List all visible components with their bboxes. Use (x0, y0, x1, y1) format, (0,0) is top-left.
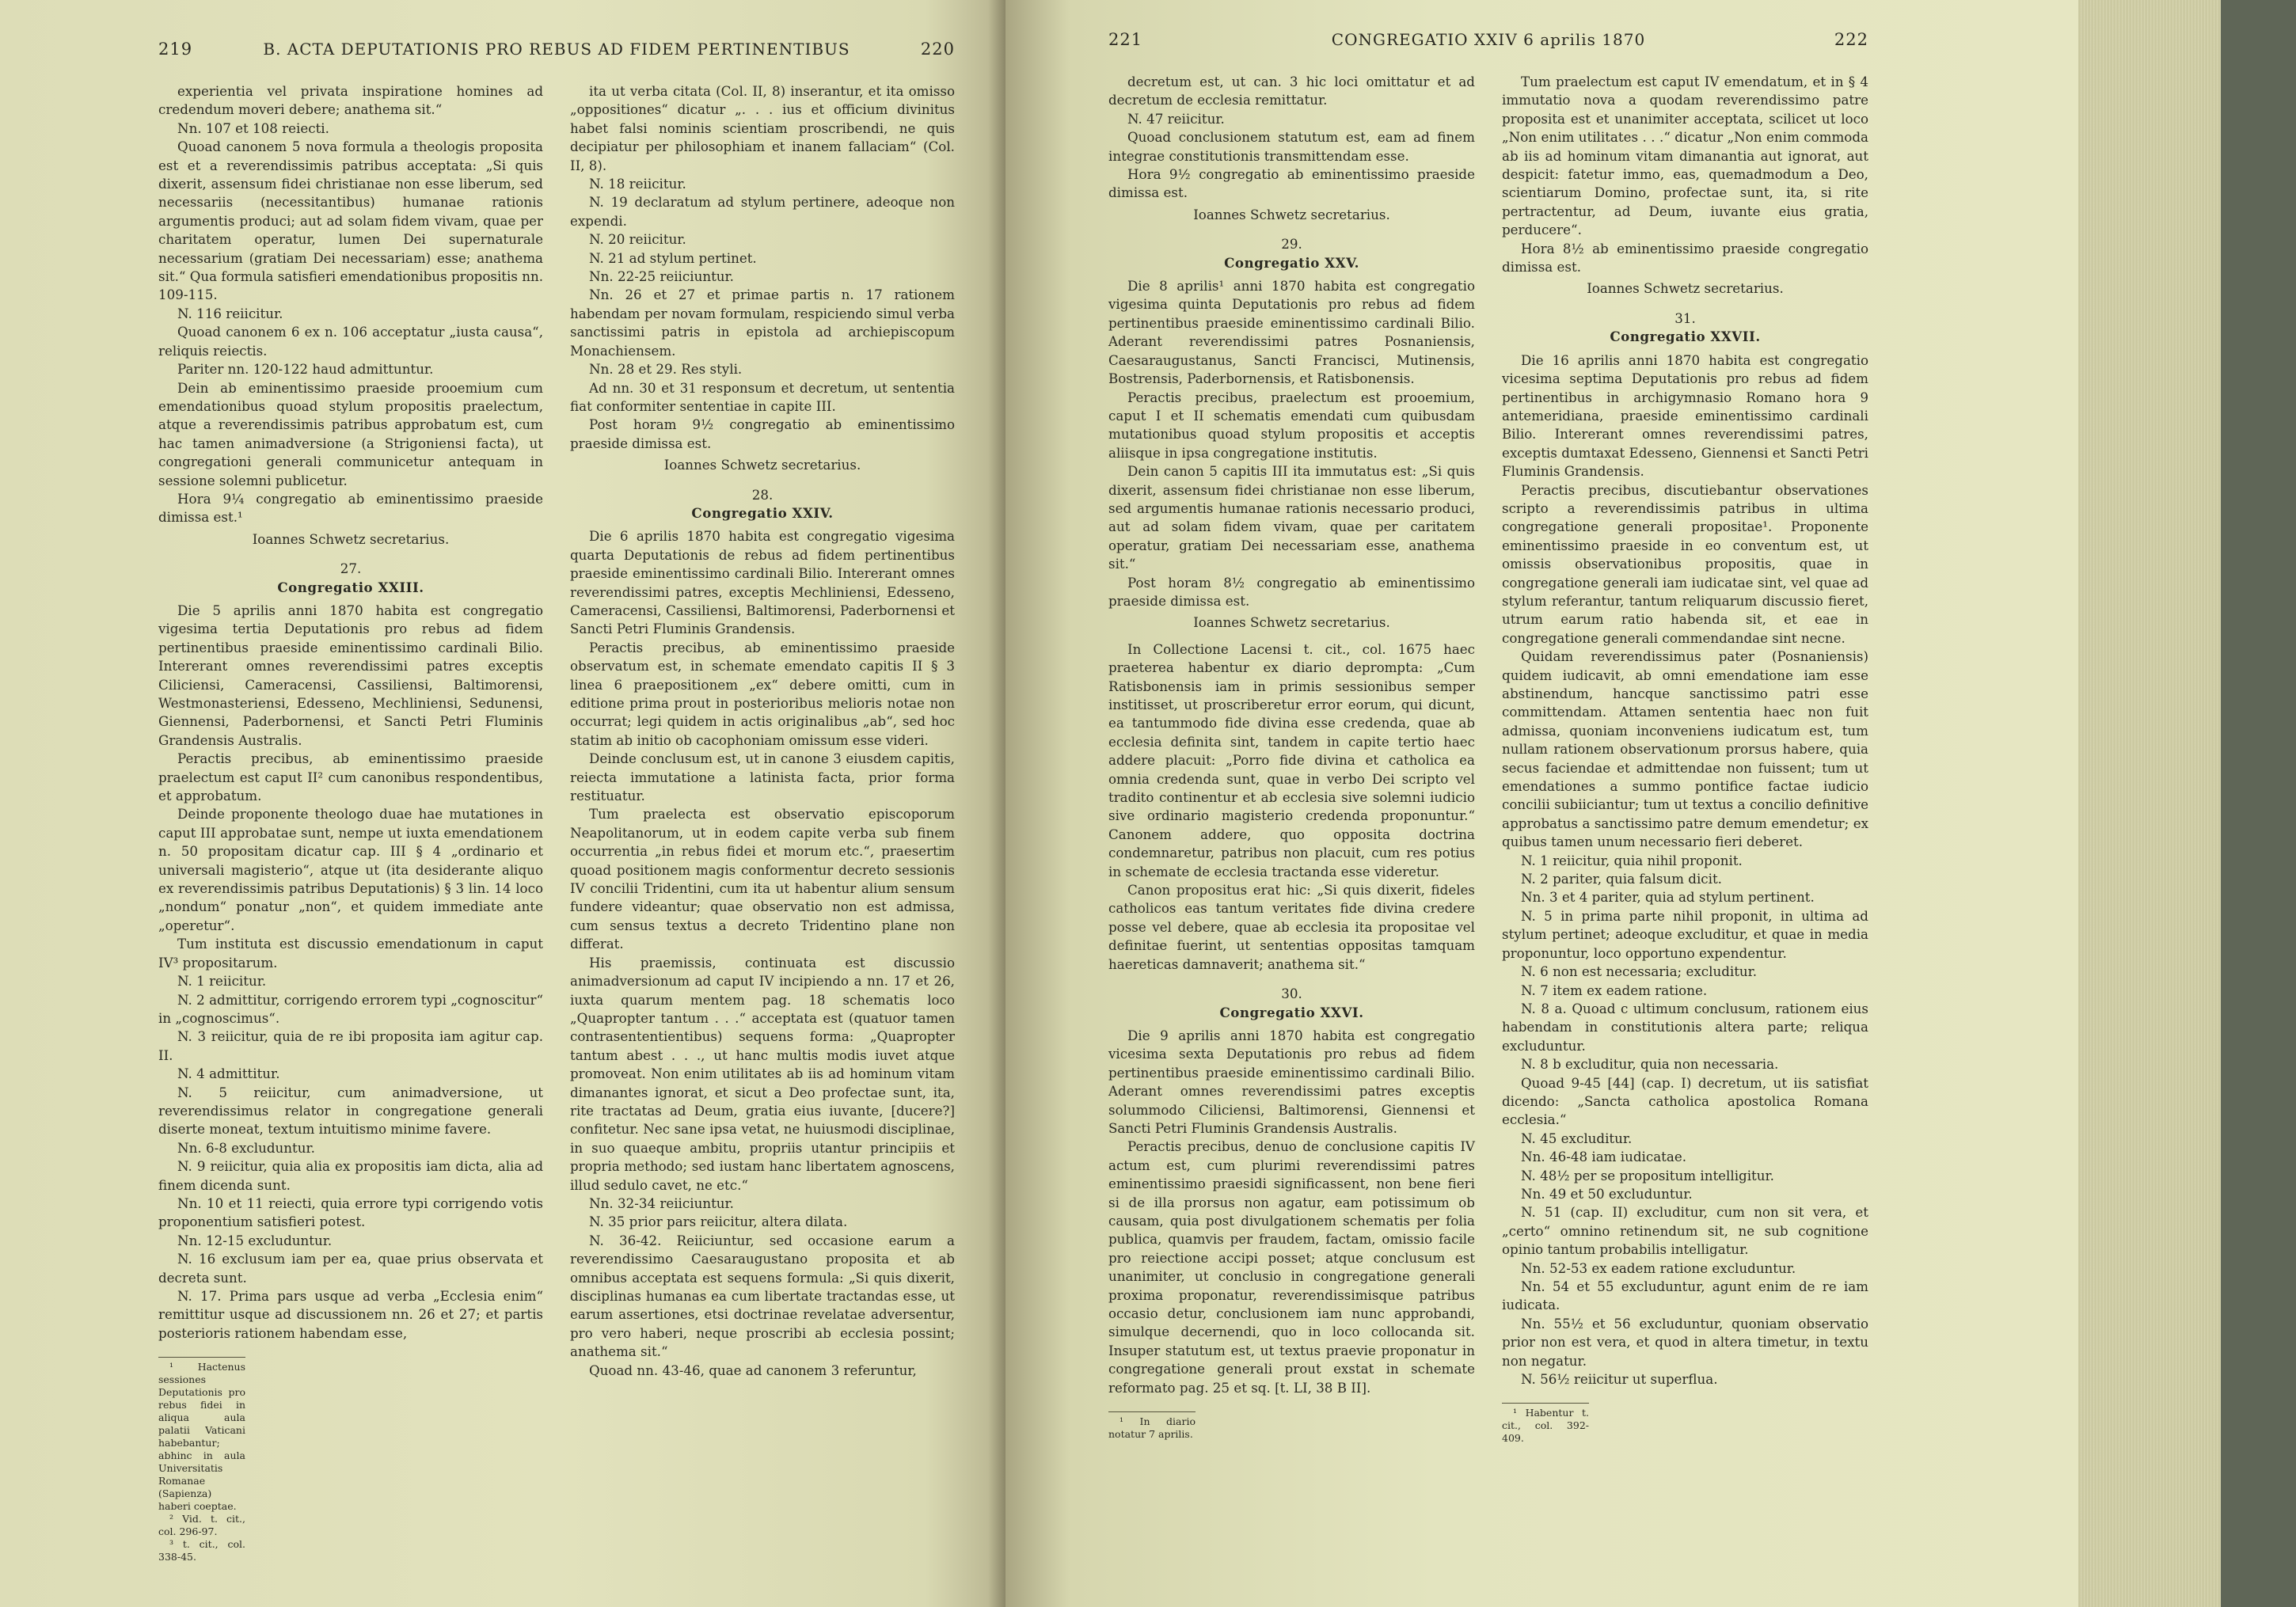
running-head-title: B. ACTA DEPUTATIONIS PRO REBUS AD FIDEM PERTINENTIBUS (263, 40, 850, 59)
footnote: ¹ Habentur t. cit., col. 392-409. (1502, 1407, 1589, 1445)
paragraph: N. 9 reiicitur, quia alia ex propositis iam dicta, alia ad finem dicenda sunt. (158, 1158, 543, 1193)
paragraph: Nn. 12-15 excluduntur. (177, 1232, 333, 1248)
page-edges (2078, 0, 2221, 1607)
paragraph: N. 4 admittitur. (177, 1066, 280, 1082)
paragraph: His praemissis, continuata est discussio animadversionum ad caput IV incipiendo a nn. 17 et 26, iuxta quarum mentem pag. 18 schematis loco „Quapropter tantum . . .“ acceptata est (quatuor tamen contrasententientibus) sequens forma: „Quapropter tantum abest . . ., ut hanc multis modis iuvet atque promoveat. Non enim utilitates ab iis ad hominum vitam dimanantes ignorat, et sicut a Deo profectae sunt, ita, rite tractatas ad Deum, gratia eius iuvante, [ducere?] confitetur. Nec sane ipsa vetat, ne huiusmodi disciplinae, in suo quaeque ambitu, propriis utantur principiis et propria methodo; sed iustam hanc libertatem agnoscens, illud sedulo cavet, ne etc.“ (570, 954, 955, 1193)
paragraph: Quoad conclusionem statutum est, eam ad finem integrae constitutionis transmittendam esse. (1108, 129, 1475, 164)
paragraph: Peractis precibus, ab eminentissimo praeside praelectum est caput II² cum canonibus respondentibus, et approbatum. (158, 750, 543, 804)
paragraph: Quoad 9-45 [44] (cap. I) decretum, ut iis satisfiat dicendo: „Sancta catholica apostolica Romana ecclesia.“ (1502, 1074, 1868, 1128)
columns (1108, 73, 1868, 1445)
page-number: 221 (1108, 30, 1143, 49)
section-number: 31. (1674, 310, 1696, 326)
paragraph: experientia vel privata inspiratione homines ad credendum moveri debere; anathema sit.“ (158, 83, 543, 118)
paragraph: N. 19 declaratum ad stylum pertinere, adeoque non expendi. (570, 194, 955, 229)
paragraph: Die 6 aprilis 1870 habita est congregatio vigesima quarta Deputationis de rebus ad fidem pertinentibus praeside eminentissimo cardinali Bilio. Intererant omnes reverendissimi patres, exceptis Mechliniensi, Edesseno, Cameracensi, Cassiliensi, Baltimorensi, Paderbornensi et Sancti Petri Fluminis Grandensis. (570, 528, 955, 637)
page-number: 219 (158, 40, 193, 59)
paragraph: N. 17. Prima pars usque ad verba „Ecclesia enim“ remittitur usque ad discussionem nn. 26 et 27; et partis posterioris rationem habendam esse, (158, 1288, 543, 1341)
paragraph: Hora 9¼ congregatio ab eminentissimo praeside dimissa est.¹ (158, 490, 543, 526)
footnotes (1502, 1403, 1589, 1445)
paragraph: N. 20 reiicitur. (589, 231, 686, 248)
paragraph: ita ut verba citata (Col. II, 8) inserantur, et ita omisso „oppositiones“ dicatur „. . . ius et officium divinitus habet falsi nominis scientiam proscribendi, ne quis decipiatur per philosophiam et inanem fallaciam“ (Col. II, 8). (570, 83, 955, 173)
paragraph: N. 56½ reiicitur ut superflua. (1521, 1371, 1718, 1388)
paragraph: Nn. 3 et 4 pariter, quia ad stylum pertinent. (1521, 889, 1815, 906)
footnote: ¹ In diario notatur 7 aprilis. (1108, 1415, 1196, 1441)
paragraph: N. 47 reiicitur. (1127, 110, 1225, 127)
paragraph: Peractis precibus, praelectum est prooemium, caput I et II schematis emendati cum quibusdam mutationibus quoad stylum propositis et acceptis aliisque in ipsa congregatione institutis. (1108, 389, 1475, 461)
section-number: 28. (751, 486, 774, 503)
paragraph: Tum instituta est discussio emendationum in caput IV³ propositarum. (158, 936, 543, 971)
paragraph: Quoad canonem 6 ex n. 106 acceptatur „iusta causa“, reliquis reiectis. (158, 324, 543, 359)
running-head-title: CONGREGATIO XXIV 6 aprilis 1870 (1331, 30, 1646, 49)
footnotes (158, 1357, 245, 1563)
paragraph: Die 16 aprilis anni 1870 habita est congregatio vicesima septima Deputationis pro rebus ad fidem pertinentibus in archigymnasio Romano hora 9 antemeridiana, praeside eminentissimo cardinali Bilio. Intererant omnes reverendissimi patres, exceptis dumtaxat Edesseno, Giennensi et Sancti Petri Fluminis Grandensis. (1502, 351, 1868, 480)
paragraph: N. 3 reiicitur, quia de re ibi proposita iam agitur cap. II. (158, 1028, 543, 1063)
paragraph: Hora 8½ ab eminentissimo praeside congregatio dimissa est. (1502, 240, 1868, 275)
paragraph: Die 5 aprilis anni 1870 habita est congregatio vigesima tertia Deputationis pro rebus ad fidem pertinentibus praeside eminentissimo cardinali Bilio. Intererant omnes reverendissimi patres exceptis Ciliciensi, Cameracensi, Cassiliensi, Baltimorensi, Westmonasteriensi, Edesseno, Mechliniensi, Sedunensi, Giennensi, Paderbornensi, et Sancti Petri Fluminis Grandensis Australis. (158, 602, 543, 748)
paragraph: N. 36-42. Reiiciuntur, sed occasione earum a reverendissimo Caesaraugustano proposita et ab omnibus acceptata est sequens formula: „Si quis dixerit, disciplinas humanas ea cum libertate tractandas esse, ut earum assertiones, etsi doctrinae revelatae adversentur, pro vero haberi, neque proscribi ab ecclesia possint; anathema sit.“ (570, 1232, 955, 1360)
paragraph: N. 18 reiicitur. (589, 176, 686, 192)
right-page (1005, 0, 2078, 1607)
section-number: 29. (1281, 236, 1302, 253)
footnotes (1108, 1411, 1196, 1441)
paragraph: Die 9 aprilis anni 1870 habita est congregatio vicesima sexta Deputationis pro rebus ad fidem pertinentibus praeside eminentissimo cardinali Bilio. Aderant omnes reverendissimi patres exceptis solummodo Ciliciensi, Baltimorensi, Giennensi et Sancti Petri Fluminis Grandensis Australis. (1108, 1027, 1475, 1136)
paragraph: Canon propositus erat hic: „Si quis dixerit, fideles catholicos eas tantum veritates fide divina credere posse vel debere, quae ab ecclesia ita propositae vel definitae fuerint, ut sententias oppositas tamquam haereticas damnaverit; anathema sit.“ (1108, 882, 1475, 972)
paragraph: N. 6 non est necessaria; excluditur. (1521, 963, 1758, 980)
footnote: ¹ Hactenus sessiones Deputationis pro rebus fidei in aliqua aula palatii Vaticani habebantur; abhinc in aula Universitatis Romanae (Sapienza) haberi coeptae. (158, 1361, 245, 1513)
text-column (570, 82, 955, 1563)
paragraph: Nn. 28 et 29. Res styli. (589, 361, 743, 378)
paragraph: Nn. 46-48 iam iudicatae. (1521, 1149, 1687, 1165)
paragraph: Hora 9½ congregatio ab eminentissimo praeside dimissa est. (1108, 166, 1475, 201)
running-head-right (1108, 30, 1868, 65)
page-number: 220 (920, 40, 955, 59)
paragraph: Nn. 10 et 11 reiecti, quia errore typi corrigendo votis proponentium satisfieri potest. (158, 1195, 543, 1230)
section-heading: Congregatio XXVI. (1219, 1004, 1364, 1020)
paragraph: Peractis precibus, ab eminentissimo praeside observatum est, in schemate emendato capitis II § 3 linea 6 praepositionem „ex“ debere omitti, cum in editione prima prout in posterioribus melioris notae non occurrat; legi quidem in actis originalibus „ab“, sed hoc statim ab initio ob cacophoniam omissum esse videri. (570, 639, 955, 748)
paragraph: Nn. 26 et 27 et primae partis n. 17 rationem habendam per novam formulam, respiciendo simul verba sanctissimi patris in epistola ad archiepiscopum Monachiensem. (570, 287, 955, 359)
paragraph: Nn. 107 et 108 reiecti. (177, 120, 329, 136)
left-page (0, 0, 1005, 1607)
paragraph: Deinde proponente theologo duae hae mutationes in caput III approbatae sunt, nempe ut iuxta emendationem n. 50 propositam dicatur cap. III § 4 „ordinario et universali magisterio“, atque ut (ita desiderante aliquo ex reverendissimis patribus Deputationis) § 3 lin. 14 loco „nondum“ ponatur „non“, et quidem immediate ante „operetur“. (158, 806, 543, 933)
paragraph: Peractis precibus, denuo de conclusione capitis IV actum est, cum plurimi reverendissimi patres eminentissimo praesidi significassent, non bene fieri si de illa prorsus non agatur, eam potissimum ob causam, quia post divulgationem schematis per folia publica, quamvis per fraudem, factam, omissio facile pro reiectione accipi posset; atque conclusum est unanimiter, ut conclusio in congregatione generali proxima proponatur, reverendissimisque patribus occasio detur, conclusionem iam nunc approbandi, simulque decernendi, quo in loco collocanda sit. Insuper statutum est, ut textus praevie proponatur in congregatione generali prout exstat in schemate reformato pag. 25 et sq. [t. LI, 38 B II]. (1108, 1138, 1475, 1396)
paragraph: decretum est, ut can. 3 hic loci omittatur et ad decretum de ecclesia remittatur. (1108, 74, 1475, 108)
columns (158, 82, 955, 1563)
paragraph: Nn. 32-34 reiiciuntur. (589, 1195, 734, 1211)
section-heading: Congregatio XXV. (1224, 254, 1359, 271)
paragraph: Nn. 6-8 excluduntur. (177, 1139, 315, 1156)
paragraph: N. 116 reiicitur. (177, 305, 283, 321)
paragraph: N. 51 (cap. II) excluditur, cum non sit vera, et „certo“ omnino retinendum sit, ne sub cognitione opinio tantum probabilis intelligatur. (1502, 1204, 1868, 1258)
paragraph: N. 5 reiicitur, cum animadversione, ut reverendissimus relator in congregatione generali diserte moneat, textum intuitismo minime favere. (158, 1084, 543, 1138)
paragraph: In Collectione Lacensi t. cit., col. 1675 haec praeterea habentur ex diario deprompta: „Cum Ratisbonensis iam in primis sessionibus semper institisset, ut proscriberetur error eorum, qui dicunt, ea tantummodo fide divina esse credenda, quae ab ecclesia definita sint, tandem in capite tertio haec addere placuit: „Porro fide divina et catholica ea omnia credenda sunt, quae in verbo Dei scripto vel tradito continentur et ab ecclesia sive solemni iudicio sive ordinario magisterio credenda proponuntur.“ Canonem addere, quo opposita doctrina condemnaretur, patribus non placuit, cum res potius in schemate de ecclesia tractanda esse videretur. (1108, 640, 1475, 879)
paragraph: Nn. 54 et 55 excluduntur, agunt enim de re iam iudicata. (1502, 1278, 1868, 1313)
signature: Ioannes Schwetz secretarius. (663, 457, 861, 473)
section-number: 30. (1281, 986, 1302, 1002)
running-head-left (158, 40, 955, 74)
paragraph: Tum praelectum est caput IV emendatum, et in § 4 immutatio nova a quodam reverendissimo patre proposita est et unanimiter acceptata, scilicet ut loco „Non enim utilitates . . .“ dicatur „Non enim commoda ab iis ad hominum vitam dimanantia aut ignorat, aut despicit: fatetur immo, eas, quemadmodum a Deo, scientiarum Domino, profectae sunt, ita, si rite pertractentur, ad Deum, iuvante eius gratia, perducere“. (1502, 74, 1868, 238)
paragraph: Post horam 9½ congregatio ab eminentissimo praeside dimissa est. (570, 416, 955, 451)
signature: Ioannes Schwetz secretarius. (1193, 206, 1390, 222)
paragraph: N. 1 reiicitur, quia nihil proponit. (1521, 852, 1743, 868)
paragraph: N. 2 pariter, quia falsum dicit. (1521, 871, 1722, 887)
paragraph: Ad nn. 30 et 31 responsum et decretum, ut sententia fiat conformiter sententiae in capite III. (570, 379, 955, 414)
paragraph: N. 5 in prima parte nihil proponit, in ultima ad stylum pertinet; adeoque excluditur, et quae in media proponuntur, loco opportuno expendentur. (1502, 907, 1868, 961)
paragraph: N. 45 excluditur. (1521, 1130, 1633, 1146)
paragraph: N. 7 item ex eadem ratione. (1521, 982, 1708, 998)
signature: Ioannes Schwetz secretarius. (1587, 280, 1784, 297)
paragraph: Quoad canonem 5 nova formula a theologis proposita est et a reverendissimis patribus acceptata: „Si quis dixerit, assensum fidei christianae non esse liberum, sed necessariis (necessitantibus) humanae rationis argumentis produci; aut ad solam fidem vivam, quae per charitatem operatur, lumen Dei supernaturale necessarium (gratiam Dei necessariam) esse; anathema sit.“ Qua formula satisfieri emendationibus propositis nn. 109-115. (158, 139, 544, 303)
paragraph: N. 8 b excluditur, quia non necessaria. (1521, 1056, 1779, 1073)
paragraph: Nn. 55½ et 56 excluduntur, quoniam observatio prior non est vera, et quod in altera timetur, in textu non negatur. (1502, 1315, 1868, 1369)
paragraph: Peractis precibus, discutiebantur observationes scripto a reverendissimis patribus in ultima congregatione generali propositae¹. Proponente eminentissimo praeside in eo conventum est, ut omissis observationibus propositis, quae in congregatione generali iam iudicatae sint, vel quae ad stylum referantur, tantum reliquarum discussio fieret, utrum earum ratio habenda sit, et eae in congregatione generali commendandae sint necne. (1502, 481, 1868, 646)
paragraph: Nn. 22-25 reiiciuntur. (589, 268, 734, 285)
paragraph: N. 8 a. Quoad c ultimum conclusum, rationem eius habendam in constitutionis altera parte; reliqua excluduntur. (1502, 1000, 1868, 1054)
paragraph: Die 8 aprilis¹ anni 1870 habita est congregatio vigesima quinta Deputationis pro rebus ad fidem pertinentibus praeside eminentissimo cardinali Bilio. Aderant reverendissimi patres Posnaniensis, Caesaraugustanus, Sancti Francisci, Mutinensis, Bostrensis, Paderbornensis, et Ratisbonensis. (1108, 278, 1475, 387)
paragraph: Dein ab eminentissimo praeside prooemium cum emendationibus quoad stylum propositis praelectum, atque a reverendissimis patribus approbatum est, cum hac tamen animadversione (a Strigoniensi facta), ut congregationi generali communicetur antequam in sessione solemni publicetur. (158, 379, 543, 488)
section-heading: Congregatio XXIII. (277, 579, 424, 595)
text-column (158, 82, 543, 1563)
page-number: 222 (1834, 30, 1868, 49)
footnote: ³ t. cit., col. 338-45. (158, 1538, 245, 1563)
paragraph: N. 21 ad stylum pertinet. (589, 249, 757, 266)
paragraph: Deinde conclusum est, ut in canone 3 eiusdem capitis, reiecta immutatione a latinista facta, prior forma restituatur. (570, 750, 955, 804)
paragraph: N. 2 admittitur, corrigendo errorem typi „cognoscitur“ in „cognoscimus“. (158, 991, 543, 1026)
paragraph: Pariter nn. 120-122 haud admittuntur. (177, 361, 434, 378)
paragraph: Tum praelecta est observatio episcoporum Neapolitanorum, ut in eodem capite verba sub finem occurrentia „in rebus fidei et morum etc.“, praesertim quoad positionem magis conformentur decreto sessionis IV concilii Tridentini, cum ita ut habentur alium sensum fundere videantur; quae observatio non est admissa, cum sensus textus a decreto Tridentino plane non differat. (570, 806, 955, 952)
footnote: ² Vid. t. cit., col. 296-97. (158, 1513, 245, 1538)
paragraph: Dein canon 5 capitis III ita immutatus est: „Si quis dixerit, assensum fidei christianae non esse liberum, sed argumentis humanae rationis necessario produci, aut ad solam fidem vivam, quae per caritatem operatur, gratiam Dei necessariam esse, anathema sit.“ (1108, 463, 1475, 572)
paragraph: N. 35 prior pars reiicitur, altera dilata. (589, 1214, 848, 1230)
section-heading: Congregatio XXVII. (1610, 329, 1761, 345)
paragraph: Nn. 49 et 50 excluduntur. (1521, 1185, 1693, 1202)
background-edge (2221, 0, 2296, 1607)
paragraph: N. 16 exclusum iam per ea, quae prius observata et decreta sunt. (158, 1251, 543, 1286)
section-heading: Congregatio XXIV. (691, 504, 834, 521)
section-number: 27. (340, 560, 362, 577)
signature: Ioannes Schwetz secretarius. (252, 530, 450, 547)
paragraph: Quidam reverendissimus pater (Posnaniensis) quidem iudicavit, ab omni emendatione iam esse abstinendum, hancque sanctissimo patri esse committendam. Attamen sententia haec non fuit admissa, quoniam inconveniens iudicatum est, tum nullam rationem observationum prorsus habere, quia secus faciendae et admittendae non fuissent; tum ut emendationes a summo pontifice factae iudicio concilii subiiciantur; tum ut textus a concilio definitive approbatus a sanctissimo patre demum emendetur; ex quibus tamen unum necessario fieri deberet. (1502, 648, 1868, 850)
paragraph: Post horam 8½ congregatio ab eminentissimo praeside dimissa est. (1108, 574, 1475, 609)
paragraph: N. 48½ per se propositum intelligitur. (1521, 1167, 1774, 1183)
paragraph: Quoad nn. 43-46, quae ad canonem 3 referuntur, (589, 1362, 917, 1378)
text-column (1108, 73, 1475, 1445)
paragraph: N. 1 reiicitur. (177, 973, 267, 990)
signature: Ioannes Schwetz secretarius. (1193, 614, 1390, 631)
text-column (1502, 73, 1868, 1445)
paragraph: Nn. 52-53 ex eadem ratione excluduntur. (1521, 1259, 1796, 1276)
